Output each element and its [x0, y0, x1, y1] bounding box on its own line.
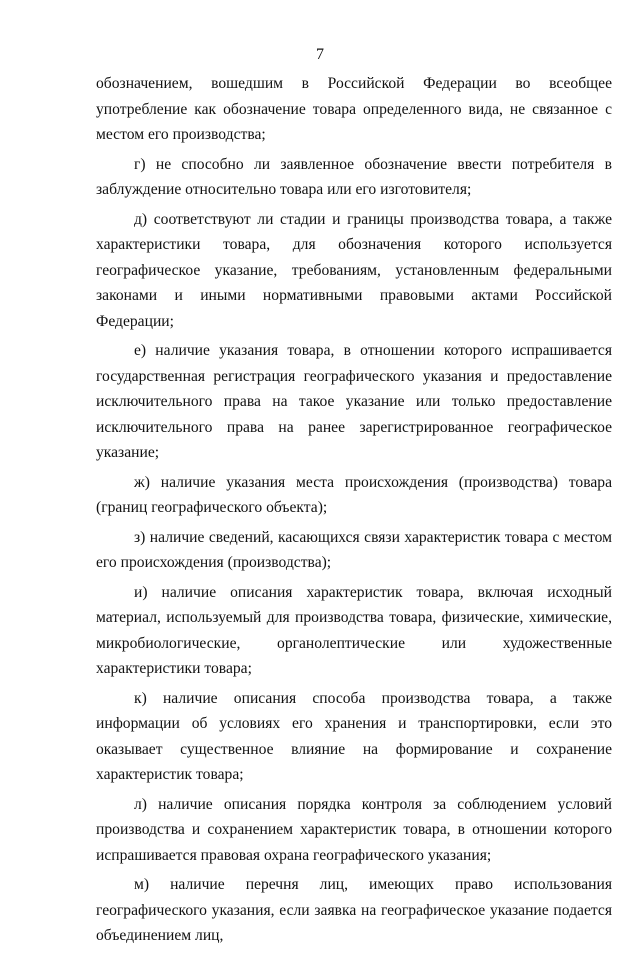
- paragraph-item-m: м) наличие перечня лиц, имеющих право использования географического указания, если заявка на географическое указание подается объединением лиц,: [96, 876, 612, 944]
- paragraph-item-k: к) наличие описания способа производства товара, а также информации об условиях его хранения и транспортировки, если это оказывает существенное влияние на формирование и сохранение характеристик товара;: [96, 689, 612, 783]
- paragraph-item-e: е) наличие указания товара, в отношении которого испрашивается государственная регистрация географического указания и предоставление исключительного права на такое указание или только предоставление исключительного права на ранее зарегистрированное географическое указание;: [96, 342, 612, 461]
- paragraph-item-d: д) соответствуют ли стадии и границы производства товара, а также характеристики товара, для обозначения которого используется географическое указание, требованиям, установленным федеральными законами и иными нормативными правовыми актами Российской Федерации;: [96, 210, 612, 330]
- paragraph-item-g: г) не способно ли заявленное обозначение ввести потребителя в заблуждение относительно товара или его изготовителя;: [96, 155, 612, 198]
- paragraph-item-z: з) наличие сведений, касающихся связи характеристик товара с местом его происхождения (производства);: [96, 528, 612, 571]
- page-number: 7: [316, 46, 324, 63]
- document-body: [96, 71, 612, 953]
- paragraph-item-i: и) наличие описания характеристик товара, включая исходный материал, используемый для производства товара, физические, химические, микробиологические, органолептические или художественные характеристики товара;: [96, 583, 612, 677]
- paragraph-item-l: л) наличие описания порядка контроля за соблюдением условий производства и сохранением характеристик товара, в отношении которого испрашивается правовая охрана географического указания;: [96, 795, 612, 864]
- paragraph-item-zh: ж) наличие указания места происхождения (производства) товара (границ географического объекта);: [96, 473, 612, 516]
- paragraph-continuation: обозначением, вошедшим в Российской Федерации во всеобщее употребление как обозначение товара определенного вида, не связанное с местом его производства;: [96, 75, 612, 143]
